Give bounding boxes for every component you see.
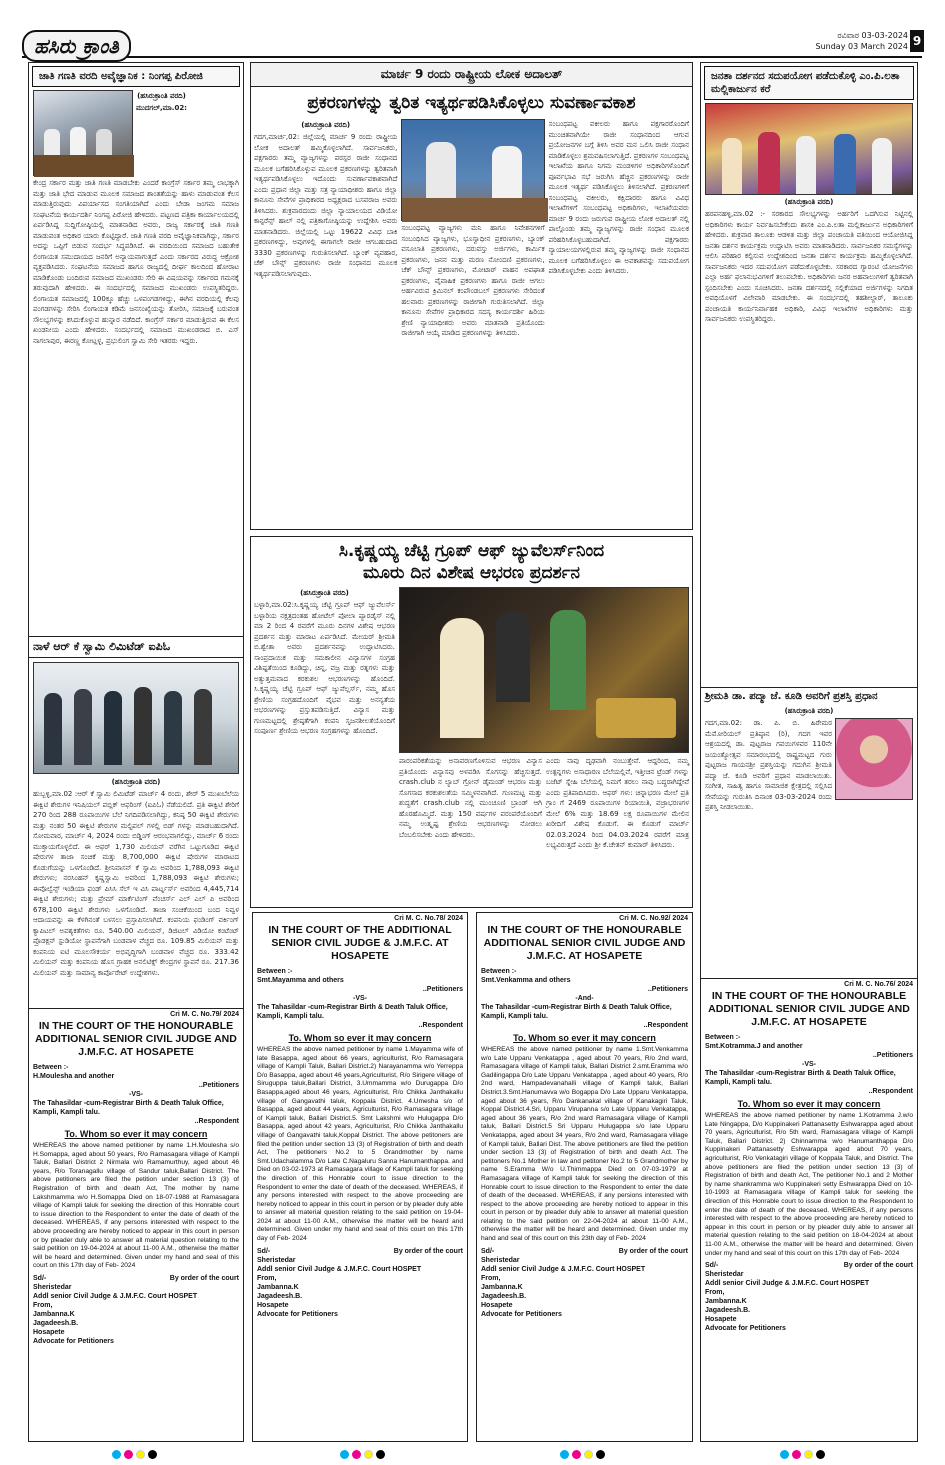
janata-darshan-photo [705,103,913,195]
order-of-court: By order of the court [618,1247,688,1255]
court-signature: Addl senior Civil Judge & J.M.F.C. Court HOSPET [481,1265,646,1273]
advocate-name-1: Jambanna.K [257,1283,299,1291]
advocate-name-2: Jagadeesh.B. [481,1292,527,1300]
jewellery-launch-photo [399,587,689,753]
issue-date [816,30,909,52]
rk-swamy-credit: (ಹಸಿರುಕ್ರಾಂತಿ ವರದಿ) [111,778,161,786]
case-number: Cri M. C. No.78/ 2024 [394,915,463,922]
advocate-for: Advocate for Petitioners [33,1337,114,1345]
caste-census-headline: ಜಾತಿ ಗಣತಿ ವರದಿ ಅವೈಜ್ಞಾನಿಕ : ನಿಂಗಪ್ಪ ಪಿರೋಜಿ [32,66,240,87]
petitioners-label: ..Petitioners [872,1052,913,1059]
petitioner-names: Smt.Venkamma and others [481,977,571,984]
respondent-name: The Tahasildar -cum-Registrar Birth & Death Taluk Office, Kampli, Kampli talu. [705,1070,896,1086]
janata-darshan-body: ಹರಪನಹಳ್ಳಿ,ಮಾ.02 :- ಸರಕಾರದ ಸೌಲಭ್ಯಗಳನ್ನು ಅರ್ಹರಿಗೆ ಒದಗಿಸುವ ನಿಟ್ಟಿನಲ್ಲಿ ಅಧಿಕಾರಿಗಳು ಕಾರ್ಯ ನಿರ್ವಹಿಸಬೇಕೆಂದು ಶಾಸಕಿ ಎಂ.ಪಿ.ಲತಾ ಮಲ್ಲಿಕಾರ್ಜುನ ಅಧಿಕಾರಿಗಳಿಗೆ ಹೇಳಿದರು. ಶುಕ್ರವಾರ ತಾಲೂಕು ಆಡಳಿತ ಮತ್ತು ಜಿಲ್ಲಾ ಪಂಚಾಯತಿ ವತಿಯಿಂದ ಆಯೋಜಿಸಿದ್ದ ಜನತಾ ದರ್ಶನ ಕಾರ್ಯಕ್ರಮ ಉದ್ಘಾಟಿಸಿ ಅವರು ಮಾತನಾಡಿದರು. ಸಾರ್ವಜನಿಕರ ಸಮಸ್ಯೆಗಳನ್ನು ಆಲಿಸಿ ಪರಿಹಾರ ಕಲ್ಪಿಸುವ ಉದ್ದೇಶದಿಂದ ಜನತಾ ದರ್ಶನ ಕಾರ್ಯಕ್ರಮ ಹಮ್ಮಿಕೊಳ್ಳಲಾಗಿದೆ. ಸಾರ್ವಜನಿಕರು ಇದರ ಸದುಪಯೋಗ ಪಡೆದುಕೊಳ್ಳಬೇಕು. ಸರಕಾರದ ಗ್ಯಾರಂಟಿ ಯೋಜನೆಗಳು ಎಲ್ಲಾ ಅರ್ಹ ಫಲಾನುಭವಿಗಳಿಗೆ ತಲುಪಬೇಕು. ಅಧಿಕಾರಿಗಳು ಜನರ ಅಹವಾಲುಗಳಿಗೆ ತ್ವರಿತವಾಗಿ ಸ್ಪಂದಿಸಬೇಕು ಎಂದು ಸೂಚಿಸಿದರು. ಜನತಾ ದರ್ಶನದಲ್ಲಿ ಸಲ್ಲಿಕೆಯಾದ ಅರ್ಜಿಗಳನ್ನು ನಿಗದಿತ ಅವಧಿಯೊಳಗೆ ವಿಲೇವಾರಿ ಮಾಡಬೇಕು. ಈ ಸಂದರ್ಭದಲ್ಲಿ ತಹಶೀಲ್ದಾರ್, ತಾಲೂಕು ಪಂಚಾಯತಿ ಕಾರ್ಯನಿರ್ವಾಹಕ ಅಧಿಕಾರಿ, ವಿವಿಧ ಇಲಾಖೆಗಳ ಅಧಿಕಾರಿಗಳು ಮತ್ತು ಸಾರ್ವಜನಿಕರು ಉಪಸ್ಥಿತರಿದ್ದರು. [705,210,913,323]
advocate-name-1: Jambanna.K [705,1298,747,1306]
signature-mark: Sd/- [481,1247,495,1255]
article-credit: (ಹಸಿರುಕ್ರಾಂತಿ ವರದಿ) [137,92,186,100]
notice-body: WHEREAS the above named petitioner by name 1.Kotramma J.w/o Late Ningappa, D/o Kuppinakeri Pattanasetty Eshwarappa aged about 70 years, Agriculturist, R/o 5th ward, Ramasagara village of Kampli Taluk, Ballari District. 2) Chinnamma w/o Hanumanthappa D/o Kuppinakeri Pattanasetty Eshwarappa aged about 70 years, agriculturist, R/o Venkatagiri village of Koppala Taluk, and District. The above petitioners are filed the petition under section 13 (3) of Registration of birth and death Act, The petitioner No.1 and 2 Mother by name shankramma w/o Kuppinakeri setty Eshwarappa Died on 10-10-1993 at Ramasagara village of Kampli taluk for seeking the direction of this Honrable court to issue direction to the Respondent to enter the date of death of the deceased. WHEREAS, if any persons interested with respect to the above proceeding are hereby noticed to appear in this court in person or by pleader duly able to answer all material question relating to the said petition on 18-04-2024 at about 11-00 A.M., otherwise the matter will be heard and determined. Given under my hand and seal of this court on this 17th day of Feb- 2024 [705,1112,913,1257]
petitioner-names: H.Moulesha and another [33,1073,115,1080]
petitioners-label: ..Petitioners [422,986,463,993]
janata-darshan-credit: (ಹಸಿರುಕ್ರಾಂತಿ ವರದಿ) [784,198,834,206]
advocate-name-2: Jagadeesh.B. [257,1292,303,1300]
notice-addressee: To. Whom so ever it may concern [64,1129,208,1139]
case-number: Cri M. C. No.92/ 2024 [619,915,688,922]
black-dot [816,1450,825,1459]
respondent-name: The Tahasildar -cum-Registrar Birth & Death Taluk Office, Kampli, Kampli talu. [33,1100,224,1116]
jewellery-body-mid: ಪಾರಂಪರಿಕತೆಯನ್ನು ಅನಾವರಣಗೊಳಿಸುವ ಆಭರಣ ವಿನ್ಯಾಸ ಪ್ರತಿಯೊಂದು ವಿನ್ಯಾಸವು ಅಳವಡಿಸಿ ಸೊಗಸನ್ನು ಹೆಚ್ಚಿಸುತ್ತದೆ. crash.club ನ ಲ್ಯಾಬ್ ಗ್ರೋನ್ ಡೈಮಂಡ್ ಆಭರಣ ಮತ್ತು ಸೊಗಸಾದ ಕರಕುಶಲತೆಯ ಸಮ್ಮಿಳನವಾಗಿದೆ. ಗುಣಮಟ್ಟ ಮತ್ತು ಶುದ್ಧತೆಗೆ crash.club ನಲ್ಲಿ ಮುಂಚೂಣಿ ಬ್ರಾಂಡ್ ಆಗಿ ಹೊರಹೊಮ್ಮಿದೆ. ಮತ್ತು 150 ವರ್ಷಗಳ ಪರಂಪರೆಯೊಂದಿಗೆ ನಮ್ಮ ಉತ್ಕೃಷ್ಟ ಶ್ರೇಣಿಯ ಆಭರಣಗಳನ್ನು ನೋಡಲು ಬೆಂಬಲಿಸಬೇಕು ಎಂದು ಹೇಳಿದರು. [399,757,542,839]
newspaper-name: ಹಸಿರು ಕ್ರಾಂತಿ [22,30,131,62]
lok-adalat-article [250,62,693,530]
order-of-court: By order of the court [843,1262,913,1270]
jewellery-headline-line1: ಸಿ.ಕೃಷ್ಣಯ್ಯ ಚೆಟ್ಟಿ ಗ್ರೂಪ್ ಆಫ್ ಜ್ಯುವೆಲರ್ಸ್‌ನಿಂದ [338,541,605,561]
judges-press-photo [401,119,544,221]
case-number: Cri M. C. No.76/ 2024 [844,981,913,988]
magenta-dot [572,1450,581,1459]
rk-swamy-team-photo [33,662,239,774]
court-signature: Addl senior Civil Judge & J.M.F.C. Court HOSPET [33,1292,198,1300]
versus-label: -VS- [353,995,367,1002]
versus-label: -VS- [129,1091,143,1098]
jewellery-body-right: ಎಂದು ನಾವು ದೃಢವಾಗಿ ನಂಬುತ್ತೇವೆ. ಆದ್ದರಿಂದ, ನಮ್ಮ ಉತ್ಪನ್ನಗಳು ಅಸಾಧಾರಣ ಬೆಲೆಯಲ್ಲಿವೆ, ಇತ್ತೀಚಿನ ಟ್ರೆಂಡ್ ಗಳನ್ನು ಬಜೆಟ್ ಸ್ನೇಹಿ ಬೆಲೆಯಲ್ಲಿ ನಿಮಗೆ ತರಲು ನಾವು ಬದ್ಧರಾಗಿದ್ದೇವೆ ಎಂದು ಪ್ರತಿಪಾದಿಸಿದರು. ಆಫರ್ ಗಳು: ಚಿನ್ನಾಭರಣ ಮೇಲೆ ಪ್ರತಿ ಗ್ರಾಂ ಗೆ 2469 ರೂಪಾಯಿಗಳ ರಿಯಾಯಿತಿ, ವಜ್ರಾಭರಣಗಳ ಮೇಲೆ 6% ಮತ್ತು 18.69 ಲಕ್ಷ ರೂಪಾಯಿಗಳ ಮೇಲಿನ ಖರೀದಿಗೆ ವಿಶೇಷ ಕೊಡುಗೆ. ಈ ಕೊಡುಗೆ ಮಾರ್ಚ್ 02.03.2024 ರಿಂದ 04.03.2024 ರವರೆಗೆ ಮಾತ್ರ ಲಭ್ಯವಿರುತ್ತದೆ ಎಂದು ಶ್ರೀ ಕೆ.ಚೇತನ್ ಕುಮಾರ್ ತಿಳಿಸಿದರು. [546,757,689,849]
respondent-label: ..Respondent [643,1022,688,1029]
between-label: Between :- [33,1064,69,1071]
notice-addressee: To. Whom so ever it may concern [513,1033,656,1043]
padma-koodi-portrait [835,718,913,800]
yellow-dot [804,1450,813,1459]
from-label: From, [481,1274,501,1282]
jewellery-exhibition-article [250,536,693,908]
case-number: Cri M. C. No.79/ 2024 [170,1011,239,1018]
yellow-dot [584,1450,593,1459]
black-dot [148,1450,157,1459]
court-signature: Addl senior Civil Judge & J.M.F.C. Court HOSPET [705,1280,870,1288]
from-label: From, [33,1301,53,1309]
signature-mark: Sd/- [33,1274,47,1282]
article-dateline: ಮುದಗಲ್,ಮಾ.02: [136,104,187,112]
notice-body: WHEREAS the above named petitioner by name 1.Smt.Venkamma w/o Late Upparu Venkatappa , aged about 70 years, R/o 2nd ward, Ramasagara village of Kampli taluk, Ballari District 2.smt.Eramma w/o Gadilingappa D/o Late Upparu Venkatappa , aged about 40 years, R/o 2nd ward, Hampadevanahalli village of Kampli taluk, Ballari District.3.Smt.Hanumavva w/o Bogappa D/o Late Upparu Venkatappa, aged about 36 years, R/o Dankanakal village of Kanakagiri Taluk, Koppal District.4.Sri, Upparu Virupanna s/o Late Upparu Venkatappa, aged about 36 years, R/o 2nd ward Ramasagara village of Kampli taluk, Ballari District.5 Sri Upparu Hulugappa s/o late Upparu Venkatappa, aged about 34 years, R/o 2nd ward, Ramasagara village of Kampli taluk, Ballari Dist. The above petitioners are filed the petition under section 13 (3) of Registration of birth and death Act. The petitoners No.1 Mother in law and petitoner No.2 to 5 Grandmother by name S.Eramma W/o U.Thimmappa Died on 07-03-1979 at Ramasagara village of Kampli taluk for seeking the direction of this Honrable court to issue direction to the Respondent to enter the date of death of the deceased. WHEREAS, if any persions interested with respect to the above proceeding are hereby noticed to appear in this court in person or by pleader duly able to answer all material question relating to the said petition on 22-04-2024 at about 11-00 A.M., otherwise the matter will be heard and determined. Given under my hand and seal of this court on this 23th day of Feb- 2024 [481,1046,688,1243]
cyan-dot [780,1450,789,1459]
advocate-for: Advocate for Petitioners [481,1310,562,1318]
rk-swamy-body: ಹುಬ್ಬಳ್ಳಿ,ಮಾ.02 :ಆರ್ ಕೆ ಸ್ವಾಮಿ ಲಿಮಿಟೆಡ್ ಮಾರ್ಚ್ 4 ರಂದು, ಶೇರ್ 5 ಮುಖಬೆಲೆಯ ಈಕ್ವಿಟಿ ಶೇರುಗಳ ಇನಿಷಿಯಲ್ ಪಬ್ಲಿಕ್ ಆಫರಿಂಗ್ (ಐಪಿಓ) ನೆಡೆಯಲಿದೆ. ಪ್ರತಿ ಈಕ್ವಿಟಿ ಶೇರಿಗೆ 270 ರಿಂದ 288 ರೂಪಾಯಿಗಳ ಬೆಲೆ ನಿಗದಿಪಡಿಸಲಾಗಿದ್ದು, ಕನಿಷ್ಠ 50 ಈಕ್ವಿಟಿ ಶೇರುಗಳು ಮತ್ತು ನಂತರ 50 ಈಕ್ವಿಟಿ ಶೇರುಗಳ ಮಲ್ಟಿಪಲ್ ಗಳಲ್ಲಿ ಬಿಡ್ ಗಳನ್ನು ಮಾಡಬಹುದಾಗಿದೆ. ಸೋಮವಾರ, ಮಾರ್ಚ್ 4, 2024 ರಂದು ಬಿಡ್ಡಿಂಗ್ ಆರಂಭವಾಗಲಿದ್ದು, ಮಾರ್ಚ್ 6 ರಂದು ಮುಕ್ತಾಯಗೊಳ್ಳಲಿದೆ. ಈ ಆಫರ್ 1,730 ಮಿಲಿಯನ್ ವರೆಗಿನ ಒಟ್ಟುಗೂಡಿದ ಈಕ್ವಿಟಿ ಷೇರುಗಳ ತಾಜಾ ಸಂಚಿಕೆ ಮತ್ತು 8,700,000 ಈಕ್ವಿಟಿ ಷೇರುಗಳ ಮಾರಾಟದ ಕೊಡುಗೆಯನ್ನು ಒಳಗೊಂಡಿದೆ. ಶ್ರೀನಿವಾಸನ್ ಕೆ ಸ್ವಾಮಿ ಅವರಿಂದ 1,788,093 ಈಕ್ವಿಟಿ ಶೇರುಗಳು; ನರಸಿಂಹನ್ ಕೃಷ್ಣಸ್ವಾಮಿ ಅವರಿಂದ 1,788,093 ಈಕ್ವಿಟಿ ಶೇರುಗಳು; ಈವೊಲ್ವೆನ್ಸ್ ಇಂಡಿಯಾ ಫಂಡ್ ಪಿಸಿಸಿ ಸೆಲ್ ಇ ವಿಸಿ ಪಾರ್ಟ್ನರ್ಸ್ ಅವರಿಂದ 4,445,714 ಈಕ್ವಿಟಿ ಶೇರುಗಳು; ಮತ್ತು ಪ್ರೇಮ್ ಮಾರ್ಕೆಟಿಂಗ್ ವೆಂಚರ್ಸ್ ಎಲ್ ಎಲ್ ಪಿ ಅವರಿಂದ 678,100 ಈಕ್ವಿಟಿ ಶೇರುಗಳು ಒಳಗೊಂಡಿದೆ. ತಾಜಾ ಸಂಚಿಕೆಯಿಂದ ಬಂದ ನಿವ್ವಳ ಆದಾಯವನ್ನು ಈ ಕೆಳಗಿನಂತೆ ಬಳಸಲು ಪ್ರಸ್ತಾಪಿಸಲಾಗಿದೆ. ಕಂಪನಿಯ ಫಂಡಿಂಗ್ ವರ್ಕಿಂಗ್ ಕ್ಯಾಪಿಟಲ್ ಅವಶ್ಯಕತೆಗಳು ರೂ. 540.00 ಮಿಲಿಯನ್, ಡಿಜಿಟಲ್ ವಿಡಿಯೋ ಕಂಟೆಂಟ್ ಪ್ರೊಡಕ್ಷನ್ ಸ್ಟುಡಿಯೋ ಸ್ಥಾಪನೆಗಾಗಿ ಬಂಡವಾಳ ವೆಚ್ಚದ ರೂ. 109.85 ಮಿಲಿಯನ್ ಮತ್ತು ಕಂಪನಿಯ ಐಟಿ ಮೂಲಸೌಕರ್ಯ ಅಭಿವೃದ್ಧಿಗಾಗಿ ಬಂಡವಾಳ ವೆಚ್ಚದ ರೂ. 333.42 ಮಿಲಿಯನ್ ಮತ್ತು ಕಂಪನಿಯ ಹೊಸ ಗ್ರಾಹಕ ಅನಲಿಟಿಕ್ಸ್ ಕೇಂದ್ರಗಳ ಸ್ಥಾಪನೆ ರೂ. 217.36 ಮಿಲಿಯನ್ ಮತ್ತು ಸಾಮಾನ್ಯ ಕಾರ್ಪೊರೇಟ್ ಉದ್ದೇಶಗಳು. [33,790,239,977]
between-label: Between :- [705,1034,741,1041]
black-dot [376,1450,385,1459]
notice-body: WHEREAS the above named petitioner by name 1.H.Moulesha s/o H.Somappa, aged about 50 years, R/o Ramasagara village of Kampli Taluk, Ballari District 2 Nirmala w/o Ramamurthuy, aged about 46 years, R/o Toranagallu village of Sandur taluk,Ballari District. The above petitioners are filed the petition under section 13 (3) of Registration of birth and death Act, The mother by name Lakshmamma w/o H.Somappa Died on 18-07-1988 at Ramasagara village of Kampli taluk for seeking the direction of this Honrable court to issue direction to the Respondent to enter the date of death of the deceased. WHEREAS, if any persons interested with respect to the above proceeding are hereby noticed to appear in this court in person or by pleader duly able to answer all material question relating to the said petition on 19-04-2024 at about 11-00 A.M., otherwise the matter will be heard and determined. Given under my hand and seal of this court on this 17th day of Feb- 2024 [33,1142,239,1270]
masthead [22,28,922,58]
advocate-for: Advocate for Petitioners [257,1310,338,1318]
sheristedar-label: Sheristedar [481,1256,520,1264]
sheristedar-label: Sheristedar [257,1256,296,1264]
notice-addressee: To. Whom so ever it may concern [737,1099,881,1109]
cyan-dot [340,1450,349,1459]
lok-adalat-body-left: ಗದಗ,ಮಾರ್ಚ,02: ಜಿಲ್ಲೆಯಲ್ಲಿ ಮಾರ್ಚ 9 ರಂದು ರಾಷ್ಟ್ರೀಯ ಲೋಕ ಅದಾಲತ್ ಹಮ್ಮಿಕೊಳ್ಳಲಾಗಿದೆ. ಸಾರ್ವಜನಿಕರು, ಪಕ್ಷಗಾರರು ತಮ್ಮ ವ್ಯಾಜ್ಯಗಳನ್ನು ಪರಸ್ಪರ ರಾಜೀ ಸಂಧಾನದ ಮೂಲಕ ಬಗೆಹರಿಸಿಕೊಳ್ಳುವ ಮೂಲಕ ಪ್ರಕರಣಗಳನ್ನು ತ್ವರಿತವಾಗಿ ಇತ್ಯರ್ಥಪಡಿಸಿಕೊಳ್ಳಲು ಇದೊಂದು ಸುವರ್ಣಾವಕಾಶವಾಗಿದೆ ಎಂದು ಪ್ರಧಾನ ಜಿಲ್ಲಾ ಮತ್ತು ಸತ್ರ ನ್ಯಾಯಾಧೀಶರು ಹಾಗೂ ಜಿಲ್ಲಾ ಕಾನೂನು ಸೇವೆಗಳ ಪ್ರಾಧಿಕಾರದ ಅಧ್ಯಕ್ಷರಾದ ಬಸವರಾಜ ಅವರು ತಿಳಿಸಿದರು. ಶುಕ್ರವಾರದಂದು ಜಿಲ್ಲಾ ನ್ಯಾಯಾಲಯದ ವಿಡಿಯೋ ಕಾನ್ಫರೆನ್ಸ್ ಹಾಲ್ ನಲ್ಲಿ ಪತ್ರಿಕಾಗೋಷ್ಠಿಯನ್ನು ಉದ್ದೇಶಿಸಿ ಅವರು ಮಾತನಾಡಿದರು. ಜಿಲ್ಲೆಯಲ್ಲಿ ಒಟ್ಟು 19622 ವಿವಿಧ ಬಾಕಿ ಪ್ರಕರಣಗಳಿದ್ದು, ಅವುಗಳಲ್ಲಿ ಈಗಾಗಲೇ ರಾಜೀ ಆಗಬಹುದಾದ 3330 ಪ್ರಕರಣಗಳನ್ನು ಗುರುತಿಸಲಾಗಿದೆ. ಬ್ಯಾಂಕ್ ವ್ಯವಹಾರ, ಚೆಕ್ ಬೌನ್ಸ್ ಪ್ರಕರಣಗಳು ರಾಜೀ ಸಂಧಾನದ ಮೂಲಕ ಇತ್ಯರ್ಥಪಡಿಸಲಾಗುವುದು. [254,133,398,278]
advocate-name-1: Jambanna.K [33,1310,75,1318]
lok-adalat-body-right: ಸಂಬಂಧಪಟ್ಟ ವಕೀಲರು ಹಾಗೂ ಪಕ್ಷಗಾರರೊಂದಿಗೆ ಮುಂಚಿತವಾಗಿಯೇ ರಾಜೀ ಸಂಧಾನದಿಂದ ಆಗುವ ಪ್ರಯೋಜನಗಳ ಬಗ್ಗೆ ತಿಳಿಸಿ ಅವರ ಮನ ಒಲಿಸಿ ರಾಜೀ ಸಂಧಾನ ಮಾಡಿಕೊಳ್ಳಲು ಶ್ರಮವಹಿಸಲಾಗುತ್ತಿದೆ. ಪ್ರಕರಣಗಳ ಸಂಬಂಧಪಟ್ಟ ಇಲಾಖೆಯ ಹಾಗೂ ನಿಗಮ ಮಂಡಳಿಗಳ ಅಧಿಕಾರಿಗಳೊಂದಿಗೆ ಪೂರ್ವಭಾವಿ ಸಭೆ ಜರುಗಿಸಿ ಹೆಚ್ಚಿನ ಪ್ರಕರಣಗಳನ್ನು ರಾಜೀ ಮೂಲಕ ಇತ್ಯರ್ಥ ಪಡಿಸಿಕೊಳ್ಳಲು ತಿಳಿಸಲಾಗಿದೆ. ಪ್ರಕರಣಗಳಿಗೆ ಸಂಬಂಧಪಟ್ಟ ವಕೀಲರು, ಕಕ್ಷಿದಾರರು ಹಾಗೂ ವಿವಿಧ ಇಲಾಖೆಗಳಿಗೆ ಸಂಬಂಧಪಟ್ಟ ಅಧಿಕಾರಿಗಳು, ಇಲಾಖೆಯವರು ಮಾರ್ಚ 9 ರಂದು ಜರುಗುವ ರಾಷ್ಟ್ರೀಯ ಲೋಕ ಅದಾಲತ್ ನಲ್ಲಿ ಪಾಲ್ಗೊಂಡು ತಮ್ಮ ವ್ಯಾಜ್ಯಗಳನ್ನು ರಾಜೀ ಸಂಧಾನ ಮೂಲಕ ಪರಿಹರಿಸಿಕೊಳ್ಳಬಹುದಾಗಿದೆ. ಪಕ್ಷಗಾರರು ನ್ಯಾಯಾಲಯಗಳಲ್ಲಿರುವ ತಮ್ಮ ವ್ಯಾಜ್ಯಗಳನ್ನು ರಾಜೀ ಸಂಧಾನದ ಮೂಲಕ ಬಗೆಹರಿಸಿಕೊಳ್ಳಲು ಈ ಅವಕಾಶವನ್ನು ಸದುಪಯೋಗ ಪಡಿಸಿಕೊಳ್ಳಬೇಕು ಎಂದು ತಿಳಿಸಿದರು. [548,120,689,275]
black-dot [596,1450,605,1459]
legal-notice-76 [700,978,918,1442]
yellow-dot [136,1450,145,1459]
notice-body: WHEREAS the above named petitioner by name 1.Mayamma wife of late Basappa, aged about 66 years, agriculturist, R/o Ramasagara village of Kampli Taluk, Ballari District.2) Narayanamma w/o Yerreppa D/o Basappa, aged about 46 years,Agriculturist, R/o Sirigere village of Siruguppa taluk,Ballari District, 3.Ummamma w/o Durugappa D/o Basappa,aged about 46 years, Agriculturist, R/o Chikka Janthakallu village of Gangavathi taluk, Koppala District. 4.Umesha s/o of Basappa, aged about 44 years, Agriculturist, R/o Ramasagara village of Kampli taluk, Ballari District.5. Smt Lakshmi w/o Hulugappa D/o Basappa, aged about 42 years, Agriculturist, R/o Chikka Janthakallu village of Gangavathi taluk,Koppal District. The above petitoners are filed the petition under section 13 (3) of Registration of birth and death Act, The petitioners No.2 to 5 Grandmother by name Smt.Udachalamma D/o Late C.Nagaluru Sanna Hanumanthappa. and Died on 03-02-1973 at Ramasagara village of Kampli taluk for seeking the direction of this Honrable court to issue direction to the Respondent to enter the date of death of the deceased. WHEREAS, if any persons interested with respect to the above proceeding are hereby noticed to appear in this court in person or by pleader duly able to answer all material question relating to the said petition on 19-04-2024 at about 11-00 A.M., otherwise the matter will be heard and determined. Given under my hand and seal of this court on this 17th day of Feb- 2024 [257,1046,463,1243]
advocate-place: Hosapete [257,1301,289,1309]
versus-label: -And- [575,995,594,1002]
between-label: Between :- [257,968,293,975]
sheristedar-label: Sheristedar [705,1271,744,1279]
advocate-name-1: Jambanna.K [481,1283,523,1291]
rk-swamy-headline: ನಾಳೆ ಆರ್ ಕೆ ಸ್ವಾಮಿ ಲಿಮಿಟೆಡ್ ಐಪಿಓ [29,636,243,658]
between-label: Between :- [481,968,517,975]
padma-koodi-credit: (ಹಸಿರುಕ್ರಾಂತಿ ವರದಿ) [784,707,834,715]
janata-darshan-headline: ಜನತಾ ದರ್ಶನದ ಸದುಪಯೋಗ ಪಡೆದುಕೊಳ್ಳಿ ಎಂ.ಪಿ.ಲತಾ ಮಲ್ಲಿಕಾರ್ಜುನ ಕರೆ [704,66,914,100]
magenta-dot [124,1450,133,1459]
respondent-name: The Tahasildar -cum-Registrar Birth & Death Taluk Office, Kampli, Kampli talu. [481,1004,672,1020]
caste-census-article [33,90,239,176]
jewellery-credit: (ಹಸಿರುಕ್ರಾಂತಿ ವರದಿ) [300,589,349,597]
magenta-dot [792,1450,801,1459]
legal-notice-78 [252,912,468,1442]
petitioners-label: ..Petitioners [198,1082,239,1089]
order-of-court: By order of the court [393,1247,463,1255]
cyan-dot [112,1450,121,1459]
signature-mark: Sd/- [705,1262,719,1270]
lok-adalat-kicker: ಮಾರ್ಚ 9 ರಂದು ರಾಷ್ಟ್ರೀಯ ಲೋಕ ಅದಾಲತ್ [251,63,692,87]
jewellery-headline-line2: ಮೂರು ದಿನ ವಿಶೇಷ ಆಭರಣ ಪ್ರದರ್ಶನ [362,563,580,583]
court-title: IN THE COURT OF THE HONOURABLE ADDITIONAL SENIOR CIVIL JUDGE AND J.M.F.C. AT HOSAPETE [708,990,910,1028]
court-title: IN THE COURT OF THE HONOURABLE ADDITIONAL SENIOR CIVIL JUDGE AND J.M.F.C. AT HOSAPETE [483,924,686,962]
respondent-label: ..Respondent [194,1118,239,1125]
issue-date-english: Sunday 03 March 2024 [815,42,908,51]
caste-census-body: ಕೇಂದ್ರ ಸರ್ಕಾರ ಮತ್ತು ಜಾತಿ ಗಣತಿ ಮಾಡಬೇಕು ಎಂದರೆ ಕಾಂಗ್ರೆಸ್ ಸರ್ಕಾರ ತಮ್ಮ ಲಾಭಕ್ಕಾಗಿ ಮತ್ತು ಜಾತಿ ಭೇದ ಮಾಡುವ ಮೂಲಕ ಸಮಾಜದ ಶಾಂತತೆಯನ್ನು ಹಾಳು ಮಾಡುವಂತ ಕೆಲಸ ಮಾಡುತ್ತಿರುವುದು ವಿಪರ್ಯಾಸದ ಸಂಗತಿಯಾಗಿದೆ ಎಂದು ಬೇಡಾ ಜಂಗಮ ಸಮಾಜ ಸಂಘಟನೆಯ ಕಾರ್ಯದರ್ಶಿ ನಿಂಗಪ್ಪ ಪಿರೋಜಿ ಹೇಳಿದರು. ಪಟ್ಟಣದ ಪತ್ರಿಕಾ ಕಾರ್ಯಾಲಯದಲ್ಲಿ ಏರ್ಪಡಿಸಿದ್ದ ಸುದ್ದಿಗೋಷ್ಠಿಯಲ್ಲಿ ಮಾತನಾಡಿದ ಅವರು, ರಾಜ್ಯ ಸರ್ಕಾರಕ್ಕೆ ಜಾತಿ ಗಣತಿ ಮಾಡುವಂತ ಅಧಿಕಾರ ಯಾರು ಕೊಟ್ಟಿದ್ದಾರೆ. ಜಾತಿ ಗಣತಿ ವರದಿ ಅವೈಜ್ಞಾನಿಕವಾಗಿದ್ದು, ಸರ್ಕಾರ ಅದನ್ನು ಒಪ್ಪಿಗೆ ಬಿಡುವ ಸಂದರ್ಭ ಸಿದ್ಧಪಡಿಸಿದೆ. ಈ ವರದಿಯಿಂದ ಸಮಾಜದ ಬಹುತೇಕ ಲಿಂಗಾಯತ ಸಮುದಾಯದ ಜನರಿಗೆ ಅನ್ಯಾಯವಾಗುತ್ತದೆ ಎಂದು ಸರ್ಕಾರದ ವಿರುದ್ಧ ಆಕ್ರೋಶ ವ್ಯಕ್ತಪಡಿಸಿದರು. ಸಂಘಟನೆಯ ಸಮಾಜದ ಹಾಗೂ ರಾಜ್ಯದಲ್ಲಿ ದೀರ್ಘ ಕಾಲದಿಂದ ಹೋರಾಟ ಮಾಡಿಕೊಂಡು ಬಂದಿರುವ ಸಮಾಜದ ಮುಖಂಡರು ಸೇರಿ ಈ ವಿಷಯವನ್ನು ಸರ್ಕಾರದ ಗಮನಕ್ಕೆ ತರುವುದಾಗಿ ಹೇಳಿದರು. ಈ ಸಂದರ್ಭದಲ್ಲಿ ಸಮಾಜದ ಮುಖಂಡರು ಉಪಸ್ಥಿತರಿದ್ದರು. ಲಿಂಗಾಯತ ಸಮಾಜದಲ್ಲಿ 100ಕ್ಕೂ ಹೆಚ್ಚು ಒಳಪಂಗಡಗಳಿದ್ದು, ಈಗಿನ ವರದಿಯಲ್ಲಿ ಕೆಲವು ಪಂಗಡಗಳನ್ನು ಸೇರಿಸಿ ಲಿಂಗಾಯತ ಕಡಿಮೆ ಜನಸಂಖ್ಯೆಯನ್ನು ತೋರಿಸಿ, ಸಮಾಜಕ್ಕೆ ಬರುವಂತ ಸೌಲಭ್ಯಗಳನ್ನು ಕಸಿದುಕೊಳ್ಳುವ ಹುನ್ನಾರ ನಡೆದಿದೆ. ಕಾಂಗ್ರೆಸ್ ಸರ್ಕಾರ ಮಾಡುತ್ತಿರುವ ಈ ಕೆಲಸ ಖಂಡನೀಯ ಎಂದು ಹೇಳಿದರು. ಸಂದರ್ಭದಲ್ಲಿ ಸಮಾಜದ ಮುಖಂಡರಾದ ಬಿ. ಎಸ್ ನಾಗಲಾಪುರ, ಈರಣ್ಣ ಕೋಟ್ಲಳ್ಳ, ಪ್ರಭುಲಿಂಗ ಸ್ವಾಮಿ ಸೇರಿ ಇತರರು ಇದ್ದರು. [33,179,239,345]
advocate-place: Hosapete [481,1301,513,1309]
magenta-dot [352,1450,361,1459]
legal-notice-92 [476,912,693,1442]
padma-koodi-body-top: ಗದಗ,ಮಾ.02: ಡಾ. ಪಿ. ಬಿ. ಹಿರೇಮಠ ಮೆಮೋರಿಯಲ್ ಪ್ರತಿಷ್ಠಾನ (ರಿ), ಗದಗ ಇವರ ಆಶ್ರಯದಲ್ಲಿ ಡಾ. ಪುಟ್ಟರಾಜ ಗವಯಿಗಳವರ 110ನೇ ಜಯಂತ್ಯೋತ್ಸವ ಸಮಾರಂಭದಲ್ಲಿ ರಾಷ್ಟ್ರಮಟ್ಟದ ಗುರು ಪುಟ್ಟರಾಜ ಗಾಯನಶ್ರೀ ಪ್ರಶಸ್ತಿಯನ್ನು ಗದುಗಿನ ಶ್ರೀಮತಿ ಪದ್ಮಾ ಜೆ. ಕೂಡಿ ಅವರಿಗೆ ಪ್ರಧಾನ ಮಾಡಲಾಯಿತು. ಸಂಗೀತ, ಸಾಹಿತ್ಯ ಹಾಗೂ ಸಾಮಾಜಿಕ ಕ್ಷೇತ್ರದಲ್ಲಿ ಸಲ್ಲಿಸಿದ ಸೇವೆಯನ್ನು ಗುರುತಿಸಿ ದಿನಾಂಕ 03-03-2024 ರಂದು ಪ್ರಶಸ್ತಿ ನೀಡಲಾಯಿತು. [705,719,832,811]
advocate-place: Hosapete [33,1328,65,1336]
registration-marks-mid-left [340,1444,388,1454]
yellow-dot [364,1450,373,1459]
signature-mark: Sd/- [257,1247,271,1255]
advocate-place: Hosapete [705,1316,737,1324]
court-title: IN THE COURT OF THE ADDITIONAL SENIOR CIVIL JUDGE & J.M.F.C. AT HOSAPETE [268,924,452,962]
versus-label: -VS- [802,1061,816,1068]
advocate-name-2: Jagadeesh.B. [33,1319,79,1327]
petitioner-names: Smt.Mayamma and others [257,977,344,984]
petitioners-label: ..Petitioners [647,986,688,993]
court-signature: Addl senior Civil Judge & J.M.F.C. Court HOSPET [257,1265,422,1273]
notice-addressee: To. Whom so ever it may concern [288,1033,432,1043]
lok-adalat-headline: ಪ್ರಕರಣಗಳನ್ನು ತ್ವರಿತ ಇತ್ಯರ್ಥಪಡಿಸಿಕೊಳ್ಳಲು ಸುವರ್ಣಾವಕಾಶ [307,93,636,113]
petitioner-names: Smt.Kotramma.J and another [705,1043,803,1050]
padma-koodi-award-headline: ಶ್ರೀಮತಿ ಡಾ. ಪದ್ಮಾ ಜೆ. ಕೂಡಿ ಅವರಿಗೆ ಪ್ರಶಸ್ತಿ ಪ್ರಧಾನ [701,687,917,705]
respondent-label: ..Respondent [418,1022,463,1029]
from-label: From, [705,1289,725,1297]
jewellery-body-left: ಬಳ್ಳಾರಿ,ಮಾ.02:ಸಿ.ಕೃಷ್ಣಯ್ಯ ಚೆಟ್ಟಿ ಗ್ರೂಪ್ ಆಫ್ ಜ್ಯುವೆಲರ್ಸ್ ಬಳ್ಳಾರಿಯ ನಕ್ಷತ್ರದಂತಹ ಹೋಟೆಲ್ ಪೋಲಾ ಪ್ಯಾರಡೈಸ್ ನಲ್ಲಿ ಮಾ 2 ರಿಂದ 4 ರವರೆಗೆ ಮೂರು ದಿನಗಳ ವಿಶೇಷ ಆಭರಣ ಪ್ರದರ್ಶನ ಮತ್ತು ಮಾರಾಟ ಏರ್ಪಡಿಸಿದೆ. ಮೇಯರ್ ಶ್ರೀಮತಿ ಬಿ.ಶ್ವೇತಾ ಅವರು ಪ್ರದರ್ಶನವನ್ನು ಉದ್ಘಾಟಿಸಿದರು. ಸಾಂಪ್ರದಾಯಿಕ ಮತ್ತು ಸಮಕಾಲೀನ ವಿನ್ಯಾಸಗಳ ಸಂಗ್ರಹ ವಿಶಿಷ್ಟತೆಯಿಂದ ಕೂಡಿದ್ದು, ಚಿನ್ನ, ವಜ್ರ ಮತ್ತು ರತ್ನಗಳು ಮತ್ತು ಅತ್ಯುತ್ತಮವಾದ ಕರಕುಶಲ ಆಭರಣಗಳನ್ನು ಹೊಂದಿದೆ. ಸಿ.ಕೃಷ್ಣಯ್ಯ ಚೆಟ್ಟಿ ಗ್ರೂಪ್ ಆಫ್ ಜ್ಯುವೆಲ್ಲರ್ಸ್, ನಮ್ಮ ಹೊಸ ಶ್ರೇಣಿಯ ಸಂಗ್ರಹದೊಂದಿಗೆ ವೈಭವ ಮತ್ತು ಅನನ್ಯತೆಯ ಆಭರಣಗಳನ್ನು ಪ್ರಸ್ತುತಪಡಿಸುತ್ತಿದೆ. ವಿನ್ಯಾಸ ಮತ್ತು ಗುಣಮಟ್ಟದಲ್ಲಿ ಶ್ರೇಷ್ಠತೆಗಾಗಿ ಕಂಪನಿ ಸೃಜನಶೀಲತೆಯೊಂದಿಗೆ ಸಂಪೂರ್ಣ ಶ್ರೇಣಿಯ ಆಭರಣ ಸಂಗ್ರಹಗಳನ್ನು ಹೊಂದಿದೆ. [254,601,395,735]
registration-marks-right [780,1444,828,1454]
from-label: From, [257,1274,277,1282]
court-title: IN THE COURT OF THE HONOURABLE ADDITIONAL SENIOR CIVIL JUDGE AND J.M.F.C. AT HOSAPETE [35,1020,237,1058]
registration-marks-mid-right [560,1444,608,1454]
issue-date-kannada: ರವಿವಾರ 03-03-2024 [837,31,908,40]
press-meet-photo [33,90,133,176]
advocate-name-2: Jagadeesh.B. [705,1307,751,1315]
cyan-dot [560,1450,569,1459]
lok-adalat-body-mid: ಸಂಬಂಧಪಟ್ಟ ವ್ಯಾಜ್ಯಗಳು ಮನಿ ಹಾಗೂ ನಿವೇಶನಗಳಿಗೆ ಸಂಬಂಧಿಸಿದ ವ್ಯಾಜ್ಯಗಳು, ಭೂಸ್ವಾಧೀನ ಪ್ರಕರಣಗಳು, ಬ್ಯಾಂಕ್ ವಸೂಲಾತಿ ಪ್ರಕರಣಗಳು, ದರುವಸ್ತು ಅರ್ಜಿಗಳು, ಕಾರ್ಮಿಕ ಪ್ರಕರಣಗಳು, ಜನನ ಮತ್ತು ಮರಣ ನೋಂದಣಿ ಪ್ರಕರಣಗಳು, ಚೆಕ್ ಬೌನ್ಸ್ ಪ್ರಕರಣಗಳು, ಮೋಟಾರ್ ವಾಹನ ಅಪಘಾತ ಪ್ರಕರಣಗಳು, ವೈವಾಹಿಕ ಪ್ರಕರಣಗಳು ಹಾಗೂ ರಾಜೀ ಆಗಲು ಅರ್ಹವಿರುವ ಕ್ರಿಮಿನಲ್ ಕಂಪೌಂಡಬಲ್ ಪ್ರಕರಣಗಳು ಸೇರಿದಂತೆ ಹಲವಾರು ಪ್ರಕರಣಗಳನ್ನು ರಾಜೀಗಾಗಿ ಗುರುತಿಸಲಾಗಿದೆ. ಜಿಲ್ಲಾ ಕಾನೂನು ಸೇವೆಗಳ ಪ್ರಾಧಿಕಾರದ ಸದಸ್ಯ ಕಾರ್ಯದರ್ಶಿ ಹಿರಿಯ ಶ್ರೇಣಿ ನ್ಯಾಯಾಧೀಶರು ಅವರು ಮಾತನಾಡಿ ಪ್ರತಿಯೊಂದು ರಾಜೀಗಾಗಿ ಆಯ್ಕೆ ಮಾಡಿದ ಪ್ರಕರಣಗಳನ್ನು ತಿಳಿಸಿದರು. [401,224,545,337]
sheristedar-label: Sheristedar [33,1283,72,1291]
advocate-for: Advocate for Petitioners [705,1325,786,1333]
registration-marks-left [112,1444,160,1454]
legal-notice-79 [28,1008,244,1442]
lok-adalat-credit: (ಹಸಿರುಕ್ರಾಂತಿ ವರದಿ) [301,121,351,129]
respondent-name: The Tahasildar -cum-Registrar Birth & Death Taluk Office, Kampli, Kampli talu. [257,1004,448,1020]
page-number: 9 [910,30,924,52]
respondent-label: ..Respondent [868,1088,913,1095]
order-of-court: By order of the court [169,1274,239,1282]
